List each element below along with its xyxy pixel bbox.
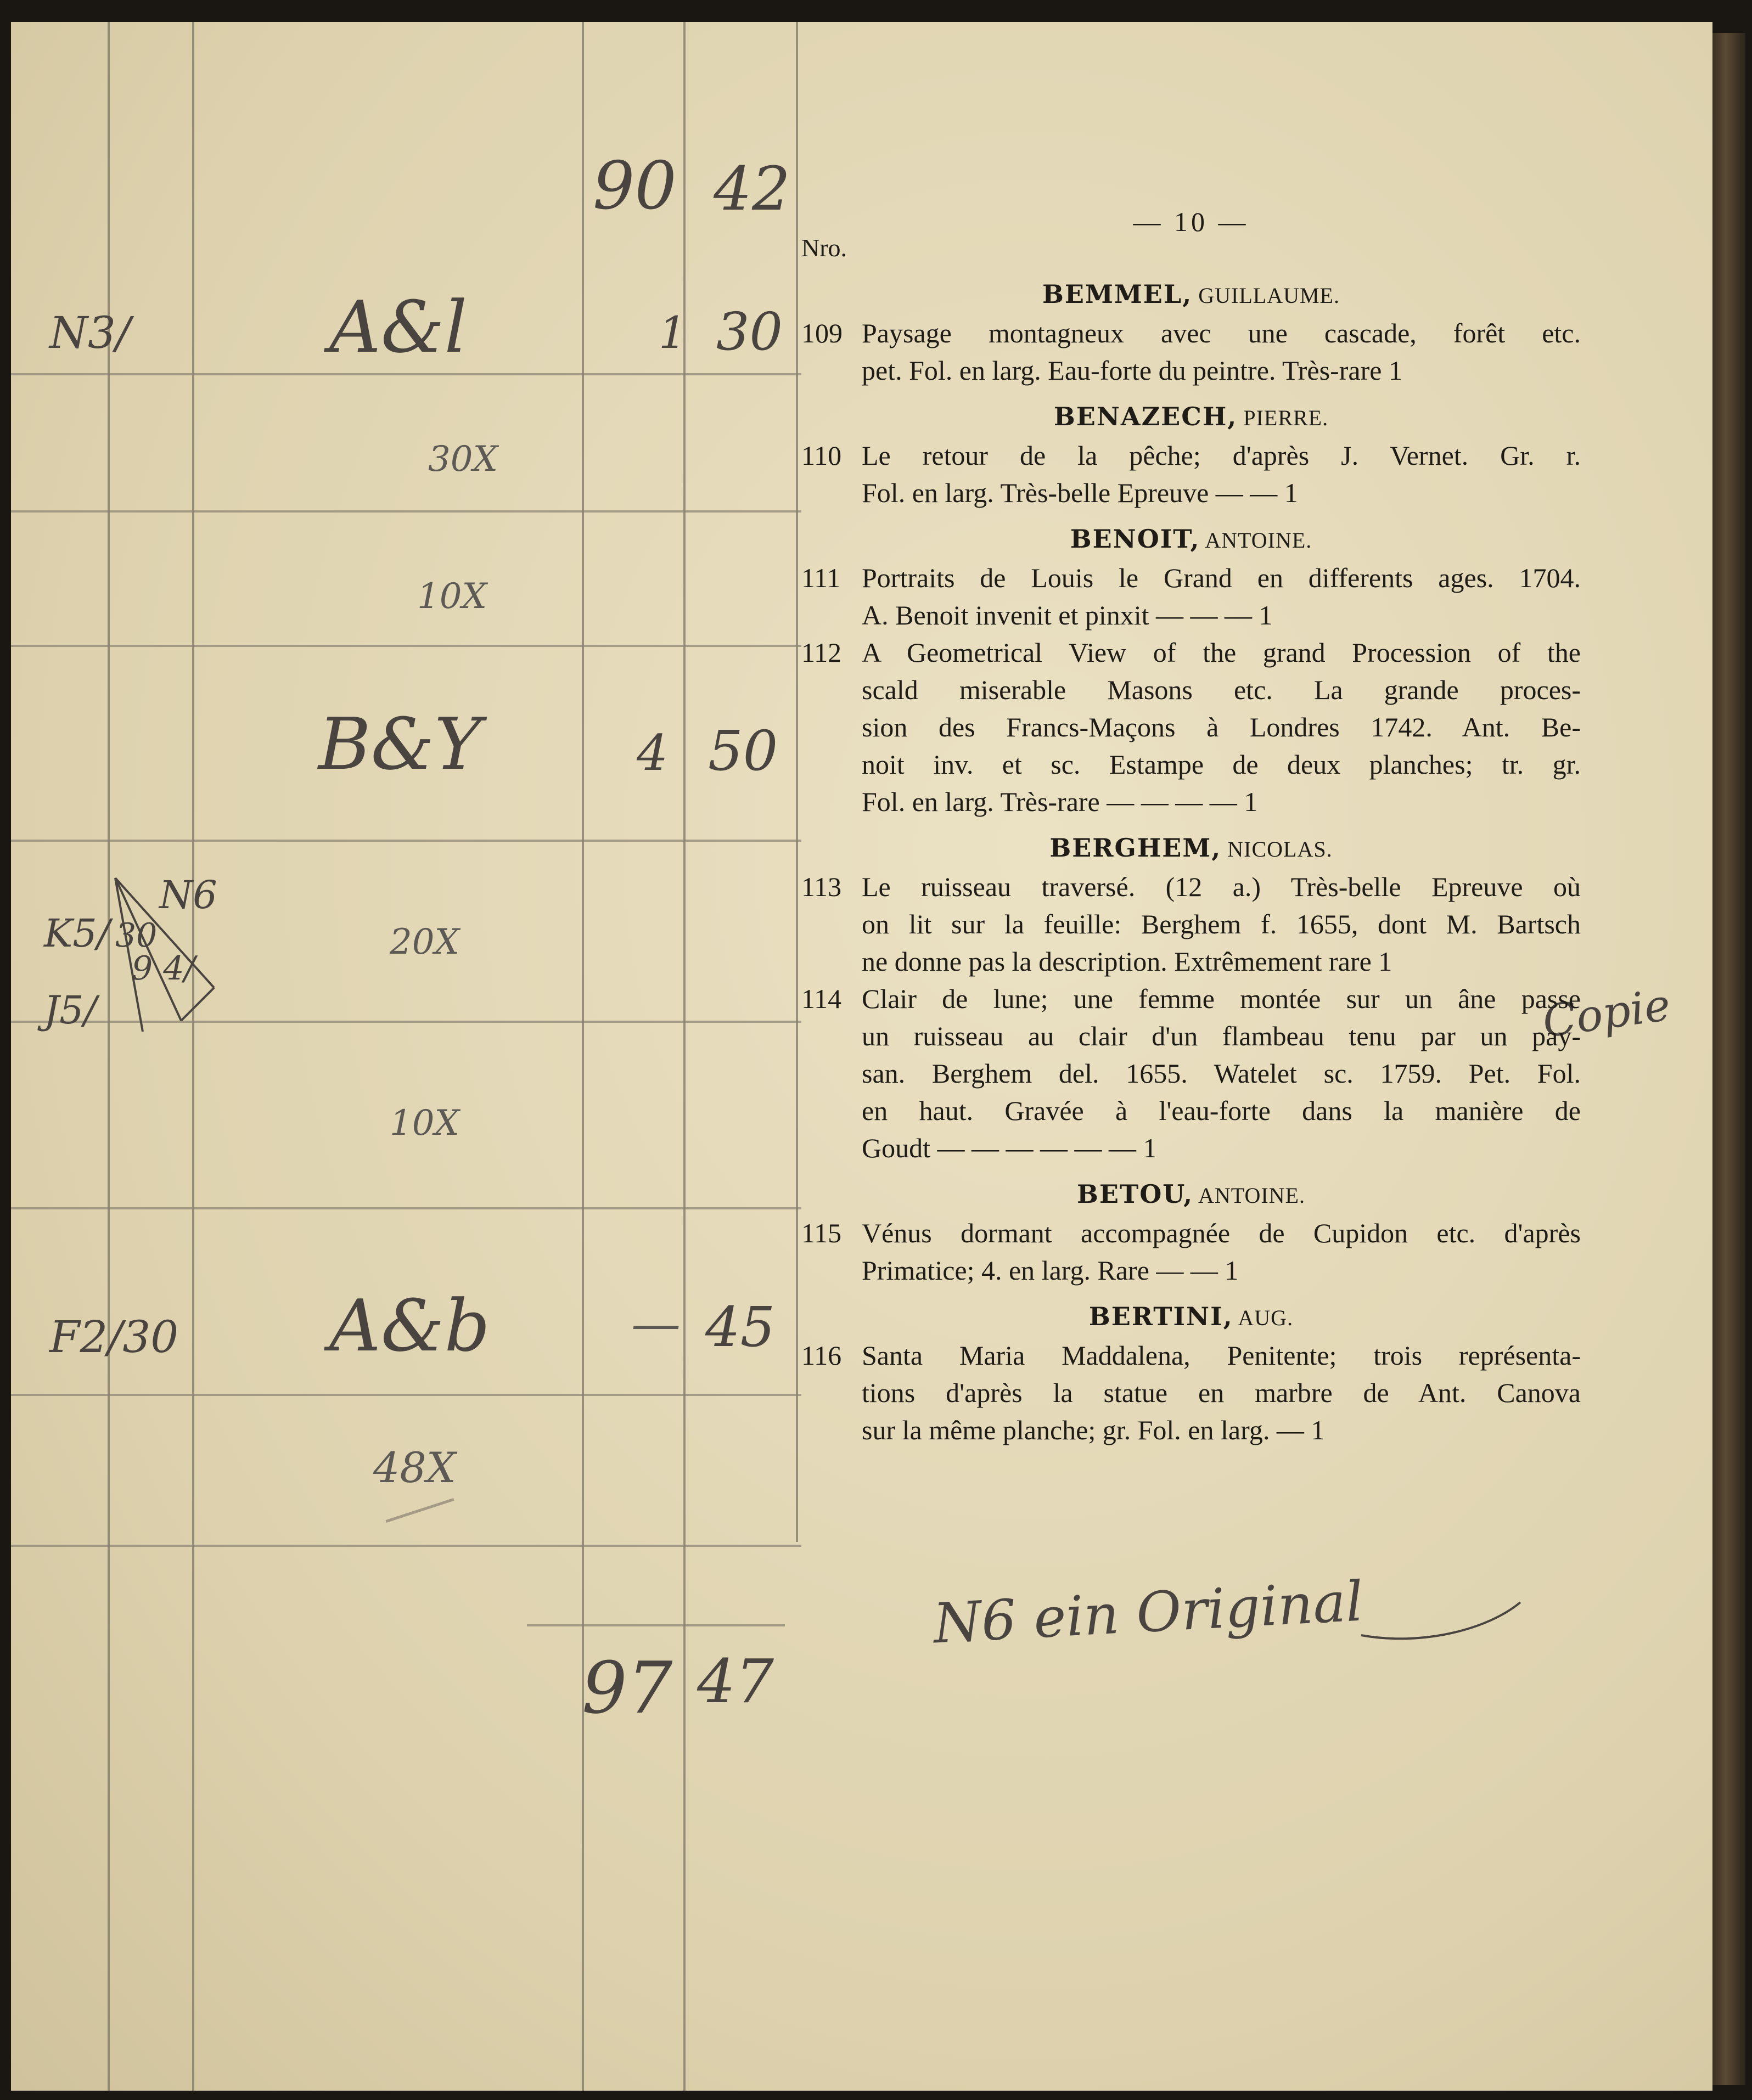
entry-line: A Geometrical View of the grand Procession of the xyxy=(862,637,1581,668)
entry-line: Primatice; 4. en larg. Rare — — 1 xyxy=(862,1255,1239,1286)
ledger-price: 48X xyxy=(373,1443,456,1492)
ledger-left-mark: K5/ xyxy=(44,911,110,956)
ledger-rule xyxy=(11,645,801,647)
entry-line: Santa Maria Maddalena, Penitente; trois représenta- xyxy=(862,1340,1581,1371)
ledger-rule xyxy=(192,22,194,2091)
artist-first-name: AUG. xyxy=(1238,1305,1294,1330)
entry-line: Le ruisseau traversé. (12 a.) Très-belle Epreuve où xyxy=(862,871,1581,902)
entry-line: Paysage montagneux avec une cascade, forêt etc. xyxy=(862,318,1581,348)
ledger-bottom-total-b: 47 xyxy=(697,1646,774,1716)
entry-line: tions d'après la statue en marbre de Ant. Canova xyxy=(862,1377,1581,1408)
artist-surname: BERGHEM, xyxy=(1049,833,1222,863)
ledger-rule xyxy=(11,510,801,513)
artist-heading xyxy=(801,1298,1581,1337)
ledger-sum-b: 30 xyxy=(716,302,783,362)
entry-line: un ruisseau au clair d'un flambeau tenu par un pay- xyxy=(862,1021,1581,1051)
artist-heading xyxy=(801,275,1581,314)
entry-line: Goudt — — — — — — 1 xyxy=(862,1133,1157,1163)
artist-surname: BETOU, xyxy=(1077,1179,1194,1209)
entry-line: sion des Francs-Maçons à Londres 1742. Ant. Be- xyxy=(862,712,1581,742)
ledger-left-mark: F2/30 xyxy=(49,1311,179,1363)
artist-first-name: GUILLAUME. xyxy=(1198,283,1340,308)
ledger-code: A&l xyxy=(329,285,468,369)
artist-first-name: ANTOINE. xyxy=(1198,1183,1305,1208)
entry-line: Vénus dormant accompagnée de Cupidon etc. d'après xyxy=(862,1218,1581,1248)
entry-number: 113 xyxy=(801,871,842,902)
ledger-rule xyxy=(11,1545,801,1547)
artist-surname: BENAZECH, xyxy=(1053,402,1238,431)
nro-label: Nro. xyxy=(801,234,847,262)
catalog-entry xyxy=(801,314,1581,389)
catalog-entry xyxy=(801,1214,1581,1289)
ledger-rule xyxy=(11,1394,801,1396)
entry-number: 114 xyxy=(801,983,842,1014)
page-number: — 10 — xyxy=(1133,206,1249,237)
ledger-total-rule xyxy=(527,1624,785,1626)
ledger-top-total-b: 42 xyxy=(714,154,790,224)
entry-line: Clair de lune; une femme montée sur un âne passe xyxy=(862,983,1581,1014)
entry-line: A. Benoit invenit et pinxit — — — 1 xyxy=(862,600,1273,630)
catalog-entry xyxy=(801,1337,1581,1449)
ledger-box-mark: 30 xyxy=(115,916,158,955)
ledger-price: 20X xyxy=(390,922,459,962)
ledger-sum-b: 50 xyxy=(708,719,778,783)
ledger-top-total-a: 90 xyxy=(593,148,677,224)
ledger-code: A&b xyxy=(329,1284,490,1367)
ledger-left-mark: J5/ xyxy=(44,988,97,1033)
entry-number: 111 xyxy=(801,562,841,593)
entry-number: 110 xyxy=(801,440,842,471)
entry-number: 109 xyxy=(801,318,843,348)
entry-line: on lit sur la feuille: Berghem f. 1655, dont M. Bartsch xyxy=(862,909,1581,939)
artist-surname: BEMMEL, xyxy=(1042,279,1193,309)
catalog-column xyxy=(801,203,1581,1449)
catalog-entry xyxy=(801,868,1581,980)
book-edge xyxy=(1712,33,1745,2085)
ledger-box-mark: 9 4/ xyxy=(132,949,195,988)
entry-line: sur la même planche; gr. Fol. en larg. — 1 xyxy=(862,1415,1325,1445)
pencil-stroke xyxy=(385,1498,454,1523)
ledger-rule xyxy=(11,373,801,375)
ledger-bottom-total-a: 97 xyxy=(582,1646,673,1730)
artist-surname: BERTINI, xyxy=(1088,1302,1233,1331)
ledger-price: 30X xyxy=(428,439,498,480)
entry-line: Portraits de Louis le Grand en differents ages. 1704. xyxy=(862,562,1581,593)
artist-list xyxy=(801,275,1581,1449)
copie-annotation: Copie xyxy=(1539,979,1674,1048)
entry-line: scald miserable Masons etc. La grande proces- xyxy=(862,674,1581,705)
artist-heading xyxy=(801,1175,1581,1214)
footer-annotation: N6 ein Original xyxy=(931,1569,1365,1656)
entry-line: Le retour de la pêche; d'après J. Vernet. Gr. r. xyxy=(862,440,1581,471)
ledger-sum-b: 45 xyxy=(705,1295,776,1359)
ledger-sum-a: — xyxy=(631,1295,681,1353)
ledger-box-sketch xyxy=(110,867,220,1032)
artist-heading xyxy=(801,829,1581,868)
ledger-rule xyxy=(796,22,798,1542)
ledger-box-mark: N6 xyxy=(159,872,217,917)
entry-number: 115 xyxy=(801,1218,842,1248)
catalog-entry xyxy=(801,980,1581,1167)
entry-line: Fol. en larg. Très-rare — — — — 1 xyxy=(862,786,1258,817)
artist-first-name: NICOLAS. xyxy=(1227,837,1333,862)
entry-line: pet. Fol. en larg. Eau-forte du peintre. Très-rare 1 xyxy=(862,355,1402,386)
entry-line: Fol. en larg. Très-belle Epreuve — — 1 xyxy=(862,477,1298,508)
artist-first-name: PIERRE. xyxy=(1243,406,1329,430)
ledger-rule xyxy=(11,840,801,842)
catalog-page xyxy=(11,22,1712,2091)
ledger-rule xyxy=(11,1207,801,1209)
entry-line: noit inv. et sc. Estampe de deux planches; tr. gr. xyxy=(862,749,1581,780)
ledger-left-mark: N3/ xyxy=(49,307,131,358)
ledger-price: 10X xyxy=(390,1103,459,1144)
entry-line: san. Berghem del. 1655. Watelet sc. 1759. Pet. Fol. xyxy=(862,1058,1581,1089)
entry-line: en haut. Gravée à l'eau-forte dans la manière de xyxy=(862,1095,1581,1126)
ledger-price: 10X xyxy=(417,576,487,617)
artist-first-name: ANTOINE. xyxy=(1205,528,1312,553)
artist-surname: BENOIT, xyxy=(1070,524,1200,554)
entry-line: ne donne pas la description. Extrêmement rare 1 xyxy=(862,946,1392,977)
ledger-code: B&Y xyxy=(318,702,482,786)
artist-heading xyxy=(801,520,1581,559)
entry-number: 116 xyxy=(801,1340,842,1371)
catalog-entry xyxy=(801,559,1581,634)
catalog-entry xyxy=(801,634,1581,820)
ledger-rule xyxy=(582,22,584,2091)
artist-heading xyxy=(801,398,1581,437)
ledger-sum-a: 4 xyxy=(637,724,669,782)
catalog-entry xyxy=(801,437,1581,511)
footer-flourish xyxy=(1356,1591,1531,1657)
entry-number: 112 xyxy=(801,637,842,668)
ledger-sum-a: 1 xyxy=(659,307,687,358)
